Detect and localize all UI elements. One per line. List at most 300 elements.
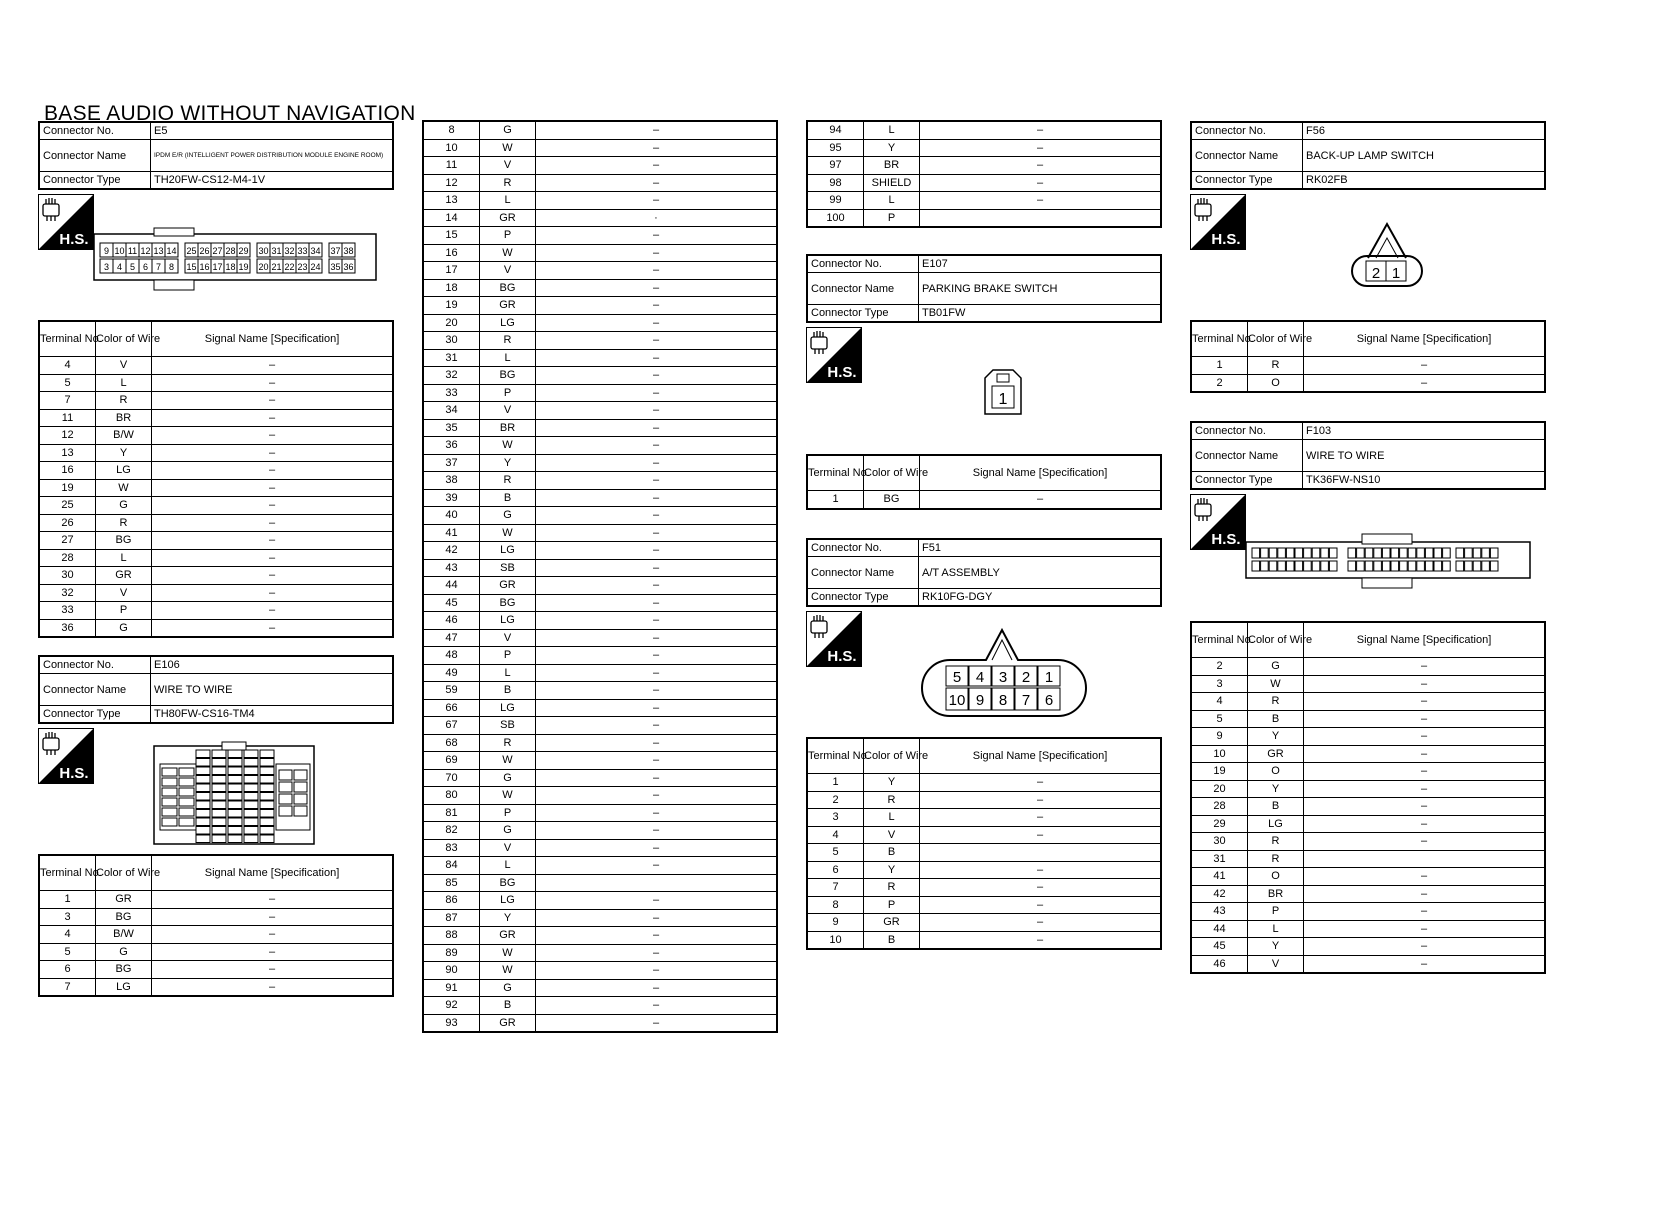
signal-name-cell: – [536,419,778,437]
wire-color-cell: R [1248,833,1304,851]
table-row [39,926,393,944]
terminal-no-cell: 18 [423,279,480,297]
table-row [1191,763,1545,781]
table-row [1191,850,1545,868]
pin-cavity [260,801,274,809]
label-connector-name: Connector Name [807,273,919,305]
pin-label: 30 [258,246,269,256]
terminal-no-cell: 100 [807,209,864,227]
signal-name-cell: – [152,479,394,497]
connector-name-value: IPDM E/R (INTELLIGENT POWER DISTRIBUTION MODULE ENGINE ROOM) [151,140,394,172]
pin-cavity [212,784,226,792]
pin-cavity [1312,561,1320,571]
signal-name-cell: – [536,227,778,245]
signal-name-cell: – [536,769,778,787]
table-row [807,896,1161,914]
wire-color-cell: R [480,472,536,490]
pin-cavity [228,801,242,809]
wire-color-cell: W [480,944,536,962]
wire-color-cell: GR [480,209,536,227]
signal-name-cell: – [536,402,778,420]
pin-label: 21 [271,262,282,272]
terminal-no-cell: 33 [39,602,96,620]
terminal-no-cell: 42 [1191,885,1248,903]
pin-label: 7 [1021,692,1031,709]
wire-color-cell: SHIELD [864,174,920,192]
terminal-no-cell: 87 [423,909,480,927]
pin-cavity [162,788,177,796]
connector-diagram-f103 [1244,532,1532,590]
col-terminal-no: Terminal No. [39,321,96,357]
wire-color-cell: Y [480,454,536,472]
pin-cavity [196,827,210,835]
table-row [423,402,777,420]
signal-name-cell: – [1304,955,1546,973]
signal-name-cell: – [920,139,1162,157]
signal-name-cell: – [536,629,778,647]
pin-label: 15 [186,262,197,272]
pin-cavity [244,759,258,767]
pin-label: 34 [310,246,321,256]
table-row [1191,885,1545,903]
label-connector-type: Connector Type [1191,472,1303,490]
table-row [1191,710,1545,728]
signal-name-cell [920,844,1162,862]
table-row [807,826,1161,844]
signal-name-cell: – [920,861,1162,879]
pin-cavity [279,794,292,804]
pin-cavity [244,818,258,826]
connector-diagram-f51 [930,626,1078,720]
connector-no-value: E107 [919,255,1162,273]
pin-cavity [294,770,307,780]
signal-name-cell: – [536,559,778,577]
terminal-no-cell: 19 [423,297,480,315]
signal-name-cell: – [920,121,1162,139]
pin-label: 12 [140,246,151,256]
signal-name-cell: – [1304,868,1546,886]
pin-cavity [162,818,177,826]
pin-cavity [1473,561,1481,571]
table-row [39,978,393,996]
wire-color-cell: P [1248,903,1304,921]
signal-name-cell: – [536,664,778,682]
signal-name-cell: – [536,472,778,490]
pin-cavity [1348,548,1356,558]
col-color-of-wire: Color of Wire [96,855,152,891]
pin-cavity [228,827,242,835]
signal-name-cell: – [152,462,394,480]
connector-diagram-e5 [92,226,378,294]
terminal-no-cell: 5 [39,943,96,961]
pin-label: 6 [1044,692,1054,709]
pin-label: 3 [998,669,1008,686]
signal-name-cell: – [1304,658,1546,676]
pin-label: 10 [948,692,966,709]
pin-label: 2 [1371,265,1381,282]
pin-cavity [212,810,226,818]
pin-cavity [196,810,210,818]
terminal-no-cell: 15 [423,227,480,245]
pin-cavity [260,776,274,784]
table-row [423,682,777,700]
pin-cavity [1465,561,1473,571]
wire-color-cell: BG [96,908,152,926]
col-terminal-no: Terminal No. [807,738,864,774]
signal-name-cell: – [152,427,394,445]
pin-cavity [228,776,242,784]
wire-color-cell: LG [480,699,536,717]
wire-color-cell: SB [480,717,536,735]
connector-diagram-f56 [1348,220,1426,290]
pin-cavity [1425,548,1433,558]
wire-color-cell: LG [480,542,536,560]
hs-badge [806,327,862,383]
connector-type-value: TK36FW-NS10 [1303,472,1546,490]
table-row [423,192,777,210]
pin-cavity [1434,548,1442,558]
table-row [423,699,777,717]
terminal-no-cell: 6 [39,961,96,979]
label-connector-name: Connector Name [39,140,151,172]
pin-cavity [196,784,210,792]
signal-name-cell: – [536,822,778,840]
pin-cavity [196,835,210,843]
signal-name-cell: – [536,244,778,262]
connector-info-f51 [806,538,1162,607]
pin-cavity [179,798,194,806]
terminal-no-cell: 45 [1191,938,1248,956]
pin-cavity [1456,548,1464,558]
terminal-no-cell: 84 [423,857,480,875]
wire-color-cell: V [480,839,536,857]
signal-name-cell: – [920,914,1162,932]
table-row [423,227,777,245]
pin-cavity [212,835,226,843]
table-row [39,961,393,979]
signal-name-cell: – [152,357,394,375]
terminal-no-cell: 35 [423,419,480,437]
table-row [423,839,777,857]
signal-name-cell: – [536,699,778,717]
pin-cavity [1357,561,1365,571]
pin-label: 36 [343,262,354,272]
table-row [807,931,1161,949]
table-row [423,314,777,332]
table-row [423,769,777,787]
pin-label: 22 [284,262,295,272]
wire-color-cell: V [1248,955,1304,973]
wire-color-cell: W [1248,675,1304,693]
signal-name-cell: – [536,717,778,735]
terminal-no-cell: 31 [1191,850,1248,868]
hs-badge [38,194,94,250]
pin-label: 31 [271,246,282,256]
connector-name-value: WIRE TO WIRE [1303,440,1546,472]
table-row [423,437,777,455]
signal-name-cell: – [536,121,778,139]
col-terminal-no: Terminal No. [807,455,864,491]
wire-color-cell: BG [96,961,152,979]
terminal-no-cell: 67 [423,717,480,735]
connector-type-value: TH20FW-CS12-M4-1V [151,172,394,190]
signal-name-cell: – [536,192,778,210]
signal-name-cell: – [152,549,394,567]
pin-label: 33 [297,246,308,256]
wire-color-cell: G [480,979,536,997]
wire-color-cell: B [1248,710,1304,728]
wire-color-cell: B/W [96,926,152,944]
terminal-no-cell: 1 [39,891,96,909]
signal-name-cell: – [536,594,778,612]
pin-cavity [1278,548,1286,558]
wire-color-cell: P [864,209,920,227]
signal-name-cell: – [536,157,778,175]
signal-name-cell: – [1304,920,1546,938]
terminal-no-cell: 98 [807,174,864,192]
terminal-no-cell: 5 [807,844,864,862]
signal-name-cell: – [1304,374,1546,392]
wire-color-cell: Y [1248,728,1304,746]
table-row [423,664,777,682]
signal-name-cell: – [1304,833,1546,851]
terminal-no-cell: 12 [39,427,96,445]
pin-cavity [212,776,226,784]
wire-color-cell: V [864,826,920,844]
table-row [423,524,777,542]
table-row [423,909,777,927]
pin-cavity [244,767,258,775]
wire-color-cell: BG [480,594,536,612]
terminal-no-cell: 40 [423,507,480,525]
wire-color-cell: Y [864,774,920,792]
terminal-no-cell: 3 [1191,675,1248,693]
signal-name-cell: – [152,908,394,926]
pin-cavity [260,827,274,835]
wire-color-cell: V [480,157,536,175]
pin-label: 8 [998,692,1008,709]
table-row [807,791,1161,809]
pin-cavity [196,767,210,775]
table-row [1191,868,1545,886]
pin-cavity [1261,561,1269,571]
label-connector-type: Connector Type [39,172,151,190]
wire-color-cell: W [480,139,536,157]
col-signal-name: Signal Name [Specification] [920,738,1162,774]
pin-cavity [244,827,258,835]
pin-label: 23 [297,262,308,272]
pin-label: 1 [1044,669,1054,686]
wire-color-cell: BG [480,279,536,297]
pin-cavity [1465,548,1473,558]
pin-cavity [294,794,307,804]
terminal-no-cell: 47 [423,629,480,647]
pin-label: 27 [212,246,223,256]
pin-cavity [1357,548,1365,558]
pin-cavity [244,810,258,818]
terminal-no-cell: 37 [423,454,480,472]
wire-color-cell: W [480,752,536,770]
pin-cavity [228,750,242,758]
pin-label: 1 [1391,265,1401,282]
table-row [423,804,777,822]
label-connector-type: Connector Type [807,589,919,607]
terminal-no-cell: 28 [39,549,96,567]
signal-name-cell [920,209,1162,227]
pin-cavity [196,818,210,826]
wire-color-cell: L [96,549,152,567]
table-row [423,121,777,139]
signal-name-cell: – [536,437,778,455]
wire-color-cell: P [864,896,920,914]
signal-name-cell: – [920,896,1162,914]
terminal-no-cell: 13 [423,192,480,210]
signal-name-cell: – [920,491,1162,509]
hs-label: H.S. [1211,231,1241,248]
table-row [423,174,777,192]
terminal-no-cell: 10 [423,139,480,157]
table-row [1191,675,1545,693]
signal-name-cell: – [536,734,778,752]
terminal-no-cell: 33 [423,384,480,402]
pin-cavity [1304,548,1312,558]
col-signal-name: Signal Name [Specification] [1304,622,1546,658]
pin-cavity [212,759,226,767]
wire-color-cell: GR [480,1014,536,1032]
table-row [1191,938,1545,956]
pin-cavity [212,793,226,801]
signal-name-cell: – [152,619,394,637]
signal-name-cell [536,874,778,892]
wire-color-cell: O [1248,374,1304,392]
table-row [1191,815,1545,833]
terminal-no-cell: 2 [1191,658,1248,676]
terminal-no-cell: 91 [423,979,480,997]
pin-cavity [244,835,258,843]
terminal-no-cell: 11 [39,409,96,427]
signal-name-cell: – [536,297,778,315]
terminal-no-cell: 31 [423,349,480,367]
pin-cavity [1408,561,1416,571]
terminal-table-f56 [1190,320,1546,393]
table-row [423,209,777,227]
table-row [423,297,777,315]
signal-name-cell: – [920,879,1162,897]
signal-name-cell: – [152,514,394,532]
table-row [1191,658,1545,676]
terminal-no-cell: 49 [423,664,480,682]
pin-label: 2 [1021,669,1031,686]
pin-label: 16 [199,262,210,272]
wire-color-cell: R [480,174,536,192]
terminal-no-cell: 36 [39,619,96,637]
terminal-no-cell: 16 [39,462,96,480]
pin-cavity [1321,548,1329,558]
terminal-no-cell: 70 [423,769,480,787]
wire-color-cell: R [96,392,152,410]
table-row [423,734,777,752]
table-row [423,384,777,402]
table-row [423,139,777,157]
terminal-no-cell: 1 [807,774,864,792]
table-row [39,908,393,926]
terminal-no-cell: 86 [423,892,480,910]
signal-name-cell: – [152,961,394,979]
pin-label: 17 [212,262,223,272]
wire-color-cell: O [1248,763,1304,781]
pin-cavity [1261,548,1269,558]
wire-color-cell: BG [864,491,920,509]
terminal-no-cell: 7 [807,879,864,897]
table-row [807,879,1161,897]
pin-cavity [1312,548,1320,558]
wire-color-cell: L [480,664,536,682]
table-row [1191,920,1545,938]
pin-cavity [1400,548,1408,558]
connector-no-value: F103 [1303,422,1546,440]
terminal-no-cell: 3 [807,809,864,827]
connector-info-f56 [1190,121,1546,190]
pin-cavity [1374,548,1382,558]
label-connector-no: Connector No. [807,539,919,557]
terminal-table-f51 [806,737,1162,950]
terminal-no-cell: 30 [1191,833,1248,851]
wire-color-cell: Y [864,861,920,879]
pin-label: 7 [155,262,162,272]
pin-label: 18 [225,262,236,272]
pin-cavity [244,801,258,809]
pin-cavity [260,793,274,801]
signal-name-cell: – [920,774,1162,792]
terminal-no-cell: 32 [423,367,480,385]
col-terminal-no: Terminal No. [1191,622,1248,658]
pin-label: 25 [186,246,197,256]
terminal-no-cell: 59 [423,682,480,700]
terminal-table-f103 [1190,621,1546,974]
hs-label: H.S. [59,765,89,782]
terminal-no-cell: 1 [1191,357,1248,375]
pin-label: 4 [975,669,985,686]
table-row [423,244,777,262]
table-row [423,787,777,805]
terminal-no-cell: 93 [423,1014,480,1032]
terminal-no-cell: 95 [807,139,864,157]
terminal-table-e106 [38,854,394,997]
wire-color-cell: L [864,121,920,139]
signal-name-cell: – [536,279,778,297]
terminal-no-cell: 5 [1191,710,1248,728]
table-row [39,567,393,585]
terminal-no-cell: 48 [423,647,480,665]
wire-color-cell: V [480,402,536,420]
label-connector-type: Connector Type [807,305,919,323]
wire-color-cell: G [96,497,152,515]
pin-cavity [1473,548,1481,558]
terminal-no-cell: 41 [1191,868,1248,886]
table-row [39,462,393,480]
label-connector-name: Connector Name [1191,140,1303,172]
pin-cavity [179,778,194,786]
wire-color-cell: BR [864,157,920,175]
wire-color-cell: GR [1248,745,1304,763]
pin-cavity [1482,548,1490,558]
terminal-no-cell: 4 [1191,693,1248,711]
wire-color-cell: W [480,524,536,542]
pin-label: 9 [975,692,985,709]
terminal-no-cell: 92 [423,997,480,1015]
pin-cavity [244,793,258,801]
connector-info-e106 [38,655,394,724]
